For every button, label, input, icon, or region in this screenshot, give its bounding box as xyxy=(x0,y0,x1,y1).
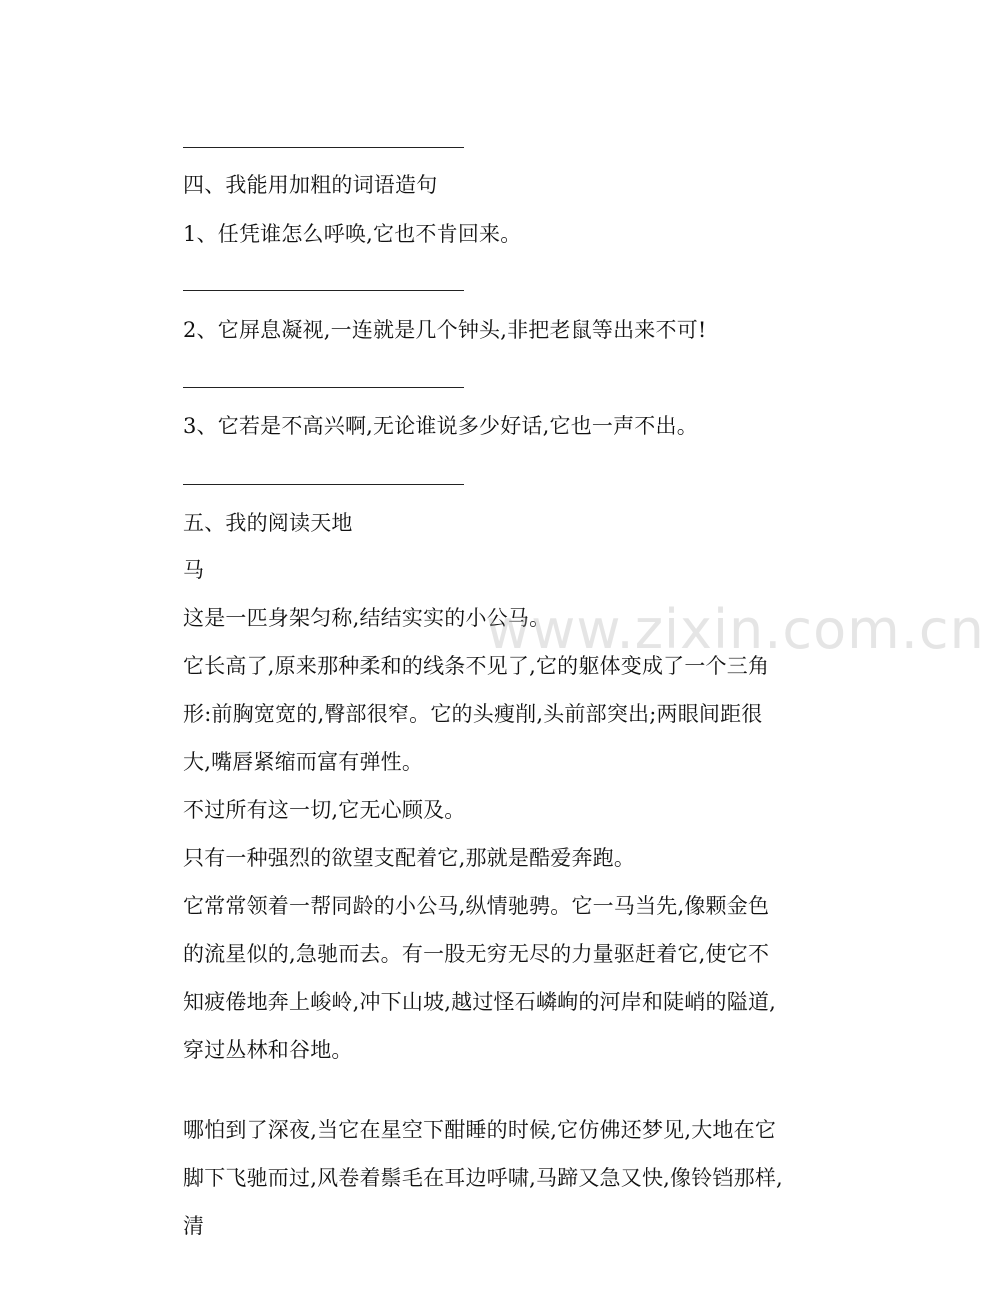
story-paragraph-3: 不过所有这一切,它无心顾及。 xyxy=(183,798,466,822)
story-paragraph-4: 只有一种强烈的欲望支配着它,那就是酷爱奔跑。 xyxy=(183,846,636,870)
story-paragraph-5: 它常常领着一帮同龄的小公马,纵情驰骋。它一马当先,像颗金色的流星似的,急驰而去。有一股无穷无尽的力量驱赶着它,使它不知疲倦地奔上峻岭,冲下山坡,越过怪石嶙峋的河岸和陡峭的隘道,穿过丛林和谷地。 xyxy=(183,894,777,1062)
site-watermark: www.zixin.com.cn xyxy=(486,598,985,661)
section-4-heading: 四、我能用加粗的词语造句 xyxy=(183,173,438,197)
sentence-item-2: 2、它屏息凝视,一连就是几个钟头,非把老鼠等出来不可! xyxy=(183,318,707,342)
sentence-item-3: 3、它若是不高兴啊,无论谁说多少好话,它也一声不出。 xyxy=(183,414,698,438)
story-paragraph-6: 哪怕到了深夜,当它在星空下酣睡的时候,它仿佛还梦见,大地在它脚下飞驰而过,风卷着鬃毛在耳边呼啸,马蹄又急又快,像铃铛那样,清 xyxy=(183,1118,783,1238)
answer-blank-line xyxy=(183,147,464,148)
answer-blank-line xyxy=(183,290,464,291)
story-paragraph-2: 它长高了,原来那种柔和的线条不见了,它的躯体变成了一个三角形:前胸宽宽的,臀部很窄。它的头瘦削,头前部突出;两眼间距很大,嘴唇紧缩而富有弹性。 xyxy=(183,654,770,774)
section-5-heading: 五、我的阅读天地 xyxy=(183,511,353,535)
story-paragraph-1: 这是一匹身架匀称,结结实实的小公马。 xyxy=(183,606,551,630)
answer-blank-line xyxy=(183,387,464,388)
sentence-item-1: 1、任凭谁怎么呼唤,它也不肯回来。 xyxy=(183,222,522,246)
answer-blank-line xyxy=(183,484,464,485)
story-title: 马 xyxy=(183,558,205,582)
